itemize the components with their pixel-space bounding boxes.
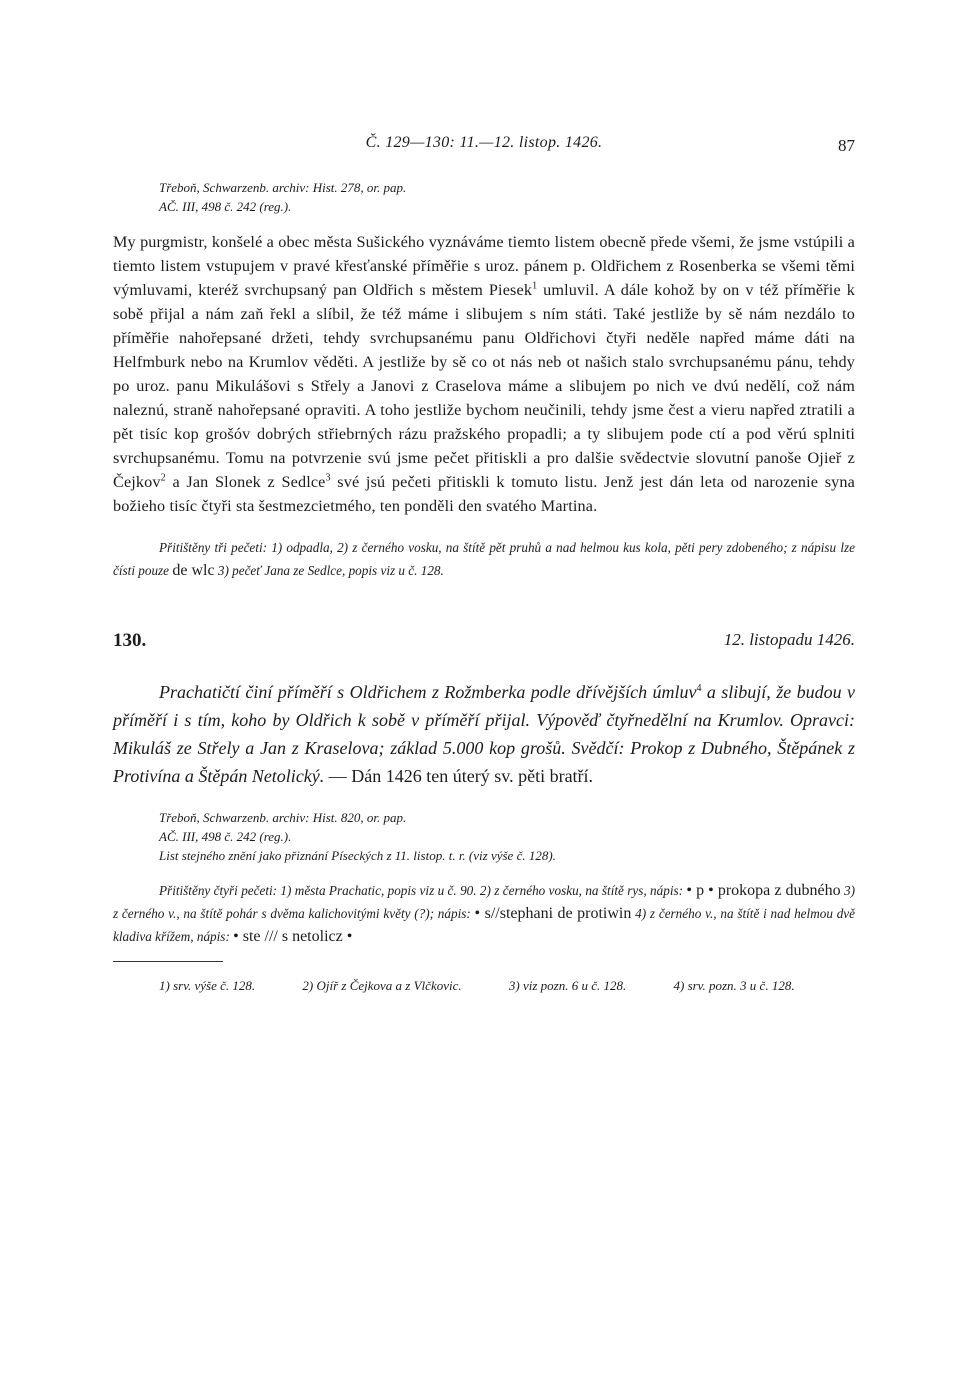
text-part: a Jan Slonek z Sedlce — [165, 473, 326, 491]
source-line: AČ. III, 498 č. 242 (reg.). — [159, 199, 292, 214]
footnote-ref: 1 — [532, 280, 538, 292]
seal-note-text: Přitištěny čtyři pečeti: 1) města Prachatic, popis viz u č. 90. 2) z černého vosku, na štítě rys, nápis: — [159, 883, 687, 898]
section-heading-130 — [113, 630, 855, 658]
footnote: 2) Ojíř z Čejkova a z Vlčkovic. — [302, 978, 462, 994]
page — [113, 128, 855, 996]
footnote: 3) viz pozn. 6 u č. 128. — [508, 978, 627, 994]
source-citation-130 — [159, 808, 855, 865]
source-line: Třeboň, Schwarzenb. archiv: Hist. 278, or. pap. — [159, 180, 407, 195]
regest-dating: — Dán 1426 ten úterý sv. pěti bratří. — [324, 766, 594, 786]
text-part: své jsú pečeti přitiskli k tomuto listu. Jenž jest dán leta od narozenie syna božieho tisíc čtyři sta šestmezcietmého, ten ponděli den svatého Martina. — [113, 473, 855, 515]
seal-note-text: Přitištěny tři pečeti: 1) odpadla, 2) z černého vosku, na štítě pět pruhů a nad helmou kus kola, pěti pery zdobeného; z nápisu lze čísti pouze — [113, 540, 855, 578]
document-date: 12. listopadu 1426. — [723, 630, 855, 649]
document-number: 130. — [113, 630, 147, 651]
footnote-ref: 4 — [696, 683, 702, 694]
seal-legend: • s//stephani de protiwin — [474, 905, 632, 922]
source-line: List stejného znění jako přiznání Píseckých z 11. listop. t. r. (viz výše č. 128). — [159, 848, 556, 863]
footnote-ref: 3 — [325, 472, 331, 484]
seal-note-129 — [113, 536, 855, 582]
seal-note-130 — [113, 879, 855, 948]
footnotes — [113, 976, 855, 996]
seal-legend: de wlc — [172, 562, 215, 579]
source-line: AČ. III, 498 č. 242 (reg.). — [159, 829, 292, 844]
seal-note-text: 3) z černého v., na štítě pohár s dvěma kalichovitými květy (?); nápis: — [113, 883, 855, 921]
seal-legend: • ste /// s netolicz • — [233, 928, 353, 945]
running-head: Č. 129—130: 11.—12. listop. 1426. — [365, 134, 603, 151]
page-header — [113, 128, 855, 156]
footnote: 1) srv. výše č. 128. — [159, 978, 256, 994]
regest-text: Prachatičtí činí příměří s Oldřichem z Rožmberka podle dřívějších úmluv — [159, 682, 697, 702]
source-citation-129 — [159, 178, 855, 216]
page-number: 87 — [838, 136, 855, 155]
seal-legend: • p • prokopa z dubného — [686, 882, 841, 899]
seal-note-text: 3) pečeť Jana ze Sedlce, popis viz u č. 128. — [214, 563, 444, 578]
text-part: umluvil. A dále kohož by on v též příměřie k sobě přijal a nám zaň řekl a slíbil, že též máme i slibujem s ním státi. Také jestliže by sě nám nezdálo to příměřie nahořepsané držeti, tehdy svrchupsanému panu Oldřichovi čtyři neděle napřed máme dáti na Helfmburk nebo na Krumlov věděti. A jestliže by sě co ot nás neb ot našich stalo svrchupsanému pánu, tehdy po uroz. panu Mikulášovi s Střely a Janovi z Craselova máme a slibujem po nich ve dvú nedělí, což nám naleznú, straně nahořepsané opraviti. A toho jestliže bychom neučinili, tehdy jsme čest a vieru napřed ztratili a pět tisíc kop grošóv dobrých střiebrných rázu pražského propadli; a ty slibujem pode ctí a pod věrú splniti svrchupsanému. Tomu na potvrzenie svú jsme pečet přitiskli a pro dalšie svědectvie slovutní panoše Ojieř z Čejkov — [113, 281, 855, 491]
regest-text: a slibují, že budou v příměří i s tím, koho by Oldřich k sobě v příměří přijal. Výpověď čtyřnedělní na Krumlov. Opravci: Mikuláš ze Střely a Jan z Kraselova; základ 5.000 kop grošů. Svědčí: Prokop z Dubného, Štěpánek z Protivína a Štěpán Netolický. — [113, 682, 855, 786]
seal-note-text: 4) z černého v., na štítě i nad helmou dvě kladiva křížem, nápis: — [113, 906, 855, 944]
text-part: My purgmistr, konšelé a obec města Sušického vyznáváme tiemto listem obecně přede všemi, že jsme vstúpili a tiemto listem vstupujem v pravé křesťanské příměřie s uroz. pánem p. Oldřichem z Rosenberka se všemi těmi výmluvami, kteréž svrchupsaný pan Oldřich s městem Piesek — [113, 233, 855, 299]
footnote: 4) srv. pozn. 3 u č. 128. — [673, 978, 795, 994]
footnote-ref: 2 — [160, 472, 166, 484]
footnote-divider — [113, 961, 223, 962]
regest-130 — [113, 678, 855, 790]
document-text-129 — [113, 230, 855, 518]
source-line: Třeboň, Schwarzenb. archiv: Hist. 820, or. pap. — [159, 810, 407, 825]
